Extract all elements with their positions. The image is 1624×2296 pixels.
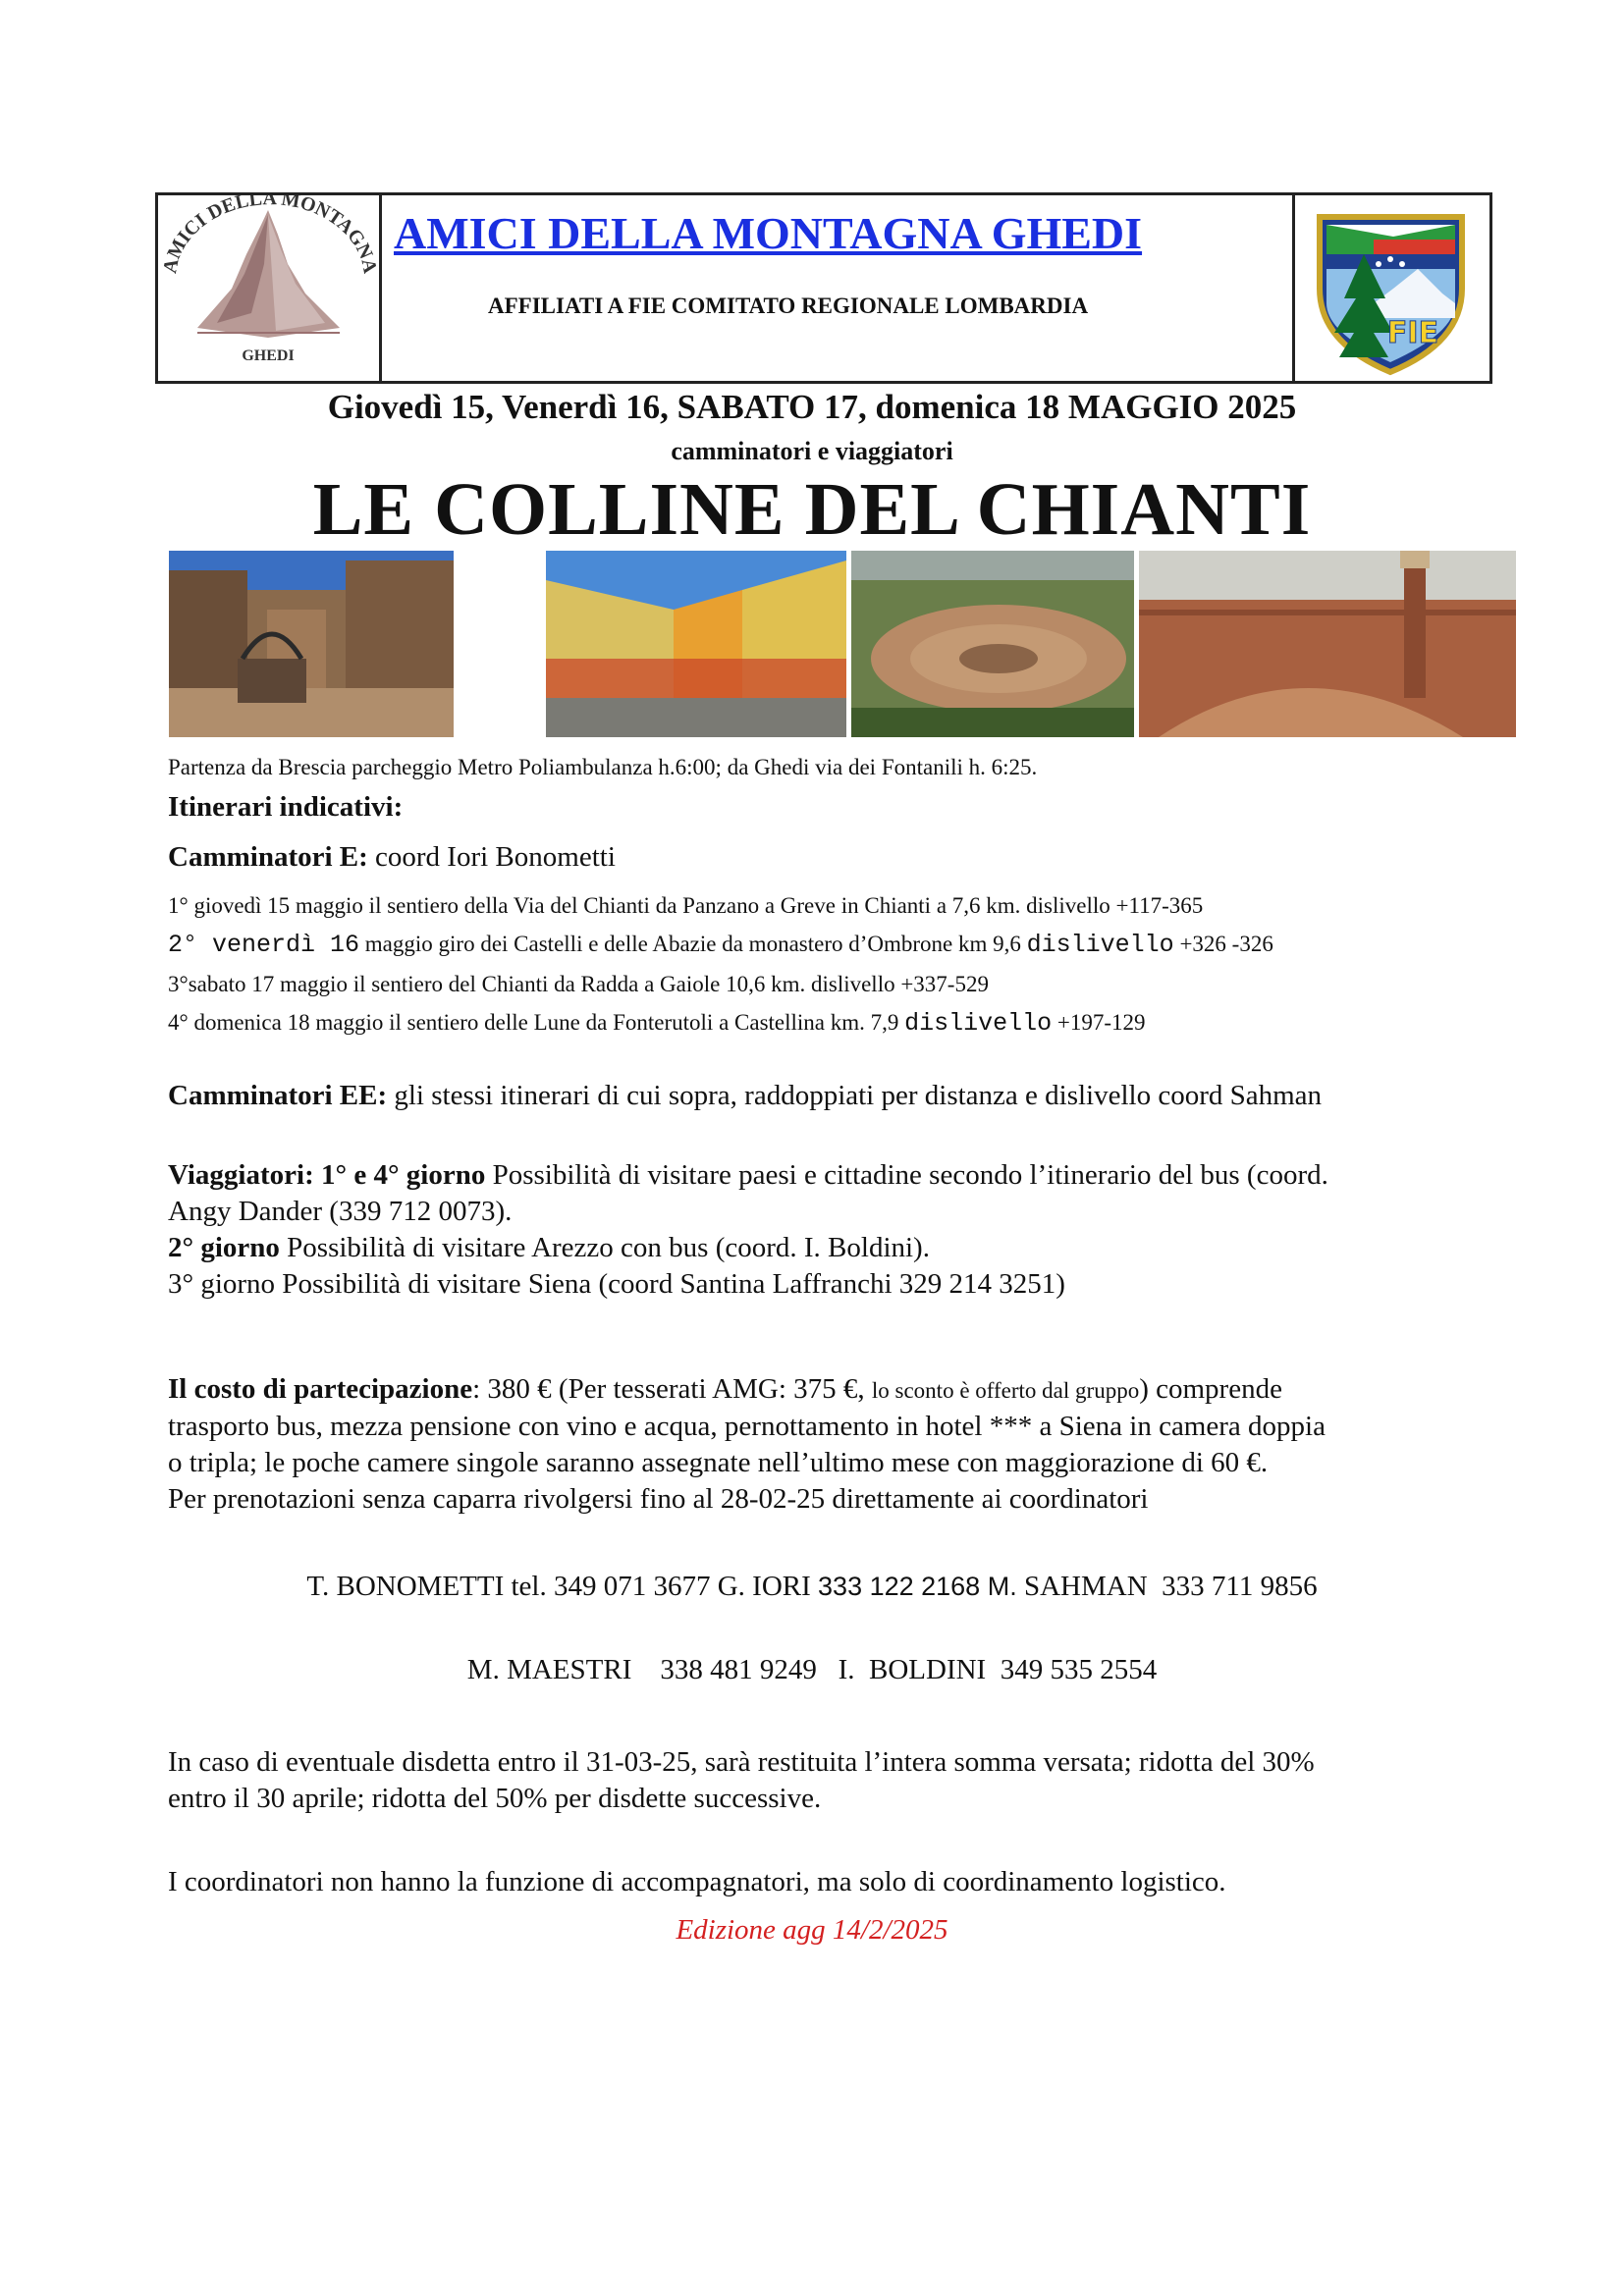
photo-aerial-town [851,551,1134,737]
right-logo-cell [1295,195,1489,381]
viaggiatori-label: Viaggiatori: 1° e 4° giorno [168,1159,486,1191]
fie-logo-text: FIE [1386,316,1439,350]
viaggiatori-text-1: Possibilità di visitare paesi e cittadine secondo l’itinerario del bus (coord. [485,1159,1328,1191]
viaggiatori-day-2-text: Possibilità di visitare Arezzo con bus (coord. I. Boldini). [279,1232,930,1263]
costo-line-2: trasporto bus, mezza pensione con vino e acqua, pernottamento in hotel *** a Siena in camera doppia [168,1411,1326,1442]
logo-left-bottom-text: GHEDI [242,347,295,364]
viaggiatori-line-2: Angy Dander (339 712 0073). [168,1196,513,1227]
viaggiatori-day-2 [168,1231,930,1265]
camminatori-e-label: Camminatori E: [168,841,368,873]
day-4-tail: +197-129 [1052,1010,1146,1035]
contacts-line-2: M. MAESTRI 338 481 9249 I. BOLDINI 349 535 2554 [466,1654,1158,1685]
photo-siena-piazza [1139,551,1516,737]
costo-discount-note: lo sconto è offerto dal gruppo [871,1378,1140,1403]
disdetta-line-1: In caso di eventuale disdetta entro il 31-03-25, sarà restituita l’intera somma versata; ridotta del 30% [168,1746,1315,1778]
day-4-dislivello: dislivello [904,1009,1053,1038]
day-2-dislivello: dislivello [1026,931,1174,959]
viaggiatori-line-1 [168,1158,1328,1193]
costo-label: Il costo di partecipazione [168,1373,473,1405]
costo-line-3: o tripla; le poche camere singole saranno assegnate nell’ultimo mese con maggiorazione di 60 €. [168,1447,1269,1478]
day-3-line: 3°sabato 17 maggio il sentiero del Chianti da Radda a Gaiole 10,6 km. dislivello +337-529 [168,972,989,996]
amg-logo [158,195,379,381]
photo-strip [169,551,1516,737]
coordinator-note: I coordinatori non hanno la funzione di accompagnatori, ma solo di coordinamento logistico. [168,1866,1226,1897]
viaggiatori-day-3: 3° giorno Possibilità di visitare Siena (coord Santina Laffranchi 329 214 3251) [168,1268,1065,1300]
camminatori-ee-line [168,1079,1322,1113]
contacts-line-1 [0,1571,1624,1603]
day-2-tail: +326 -326 [1173,932,1273,956]
fie-shield-logo [1295,195,1487,381]
day-2-prefix: 2° venerdì 16 [168,931,360,959]
event-subtitle: camminatori e viaggiatori [671,437,953,465]
event-title: LE COLLINE DEL CHIANTI [312,468,1312,551]
day-4-line [168,1009,1146,1039]
day-4-text: 4° domenica 18 maggio il sentiero delle Lune da Fonterutoli a Castellina km. 7,9 [168,1010,905,1035]
event-dates: Giovedì 15, Venerdì 16, SABATO 17, domenica 18 MAGGIO 2025 [327,388,1297,426]
disdetta-line-2: entro il 30 aprile; ridotta del 50% per disdette successive. [168,1783,822,1814]
edition-note: Edizione agg 14/2/2025 [676,1914,948,1946]
left-logo-cell [158,195,382,381]
contacts-line-1b: 333 122 2168 M. [818,1572,1017,1601]
camminatori-e-coord: coord Iori Bonometti [367,841,616,873]
contacts-line-1c: SAHMAN 333 711 9856 [1016,1571,1318,1602]
org-subtitle: AFFILIATI A FIE COMITATO REGIONALE LOMBARDIA [488,294,1089,318]
logo-left-top-text: AMICI DELLA MONTAGNA [159,195,379,276]
org-title-link[interactable]: AMICI DELLA MONTAGNA GHEDI [394,208,1143,258]
costo-line-1 [168,1372,1282,1407]
photo-colorful-street [546,551,846,737]
camminatori-ee-text: gli stessi itinerari di cui sopra, raddoppiati per distanza e dislivello coord Sahman [387,1080,1323,1111]
title-cell [382,195,1295,381]
camminatori-ee-label: Camminatori EE: [168,1080,388,1111]
day-2-line [168,931,1273,960]
viaggiatori-day-2-label: 2° giorno [168,1232,280,1263]
photo-village-square [169,551,454,737]
contacts-line-1a: T. BONOMETTI tel. 349 071 3677 G. IORI [306,1571,819,1602]
header-table [155,192,1492,384]
costo-line-1c: ) comprende [1139,1373,1282,1405]
itinerari-heading: Itinerari indicativi: [168,791,404,823]
day-2-text: maggio giro dei Castelli e delle Abazie da monastero d’Ombrone km 9,6 [359,932,1027,956]
costo-line-4: Per prenotazioni senza caparra rivolgersi fino al 28-02-25 direttamente ai coordinatori [168,1483,1149,1515]
day-1-line: 1° giovedì 15 maggio il sentiero della Via del Chianti da Panzano a Greve in Chianti a 7,6 km. dislivello +117-365 [168,893,1204,918]
costo-line-1a: : 380 € (Per tesserati AMG: 375 €, [472,1373,872,1405]
camminatori-e-line [168,840,616,875]
departure-info: Partenza da Brescia parcheggio Metro Poliambulanza h.6:00; da Ghedi via dei Fontanili h. 6:25. [168,755,1038,779]
